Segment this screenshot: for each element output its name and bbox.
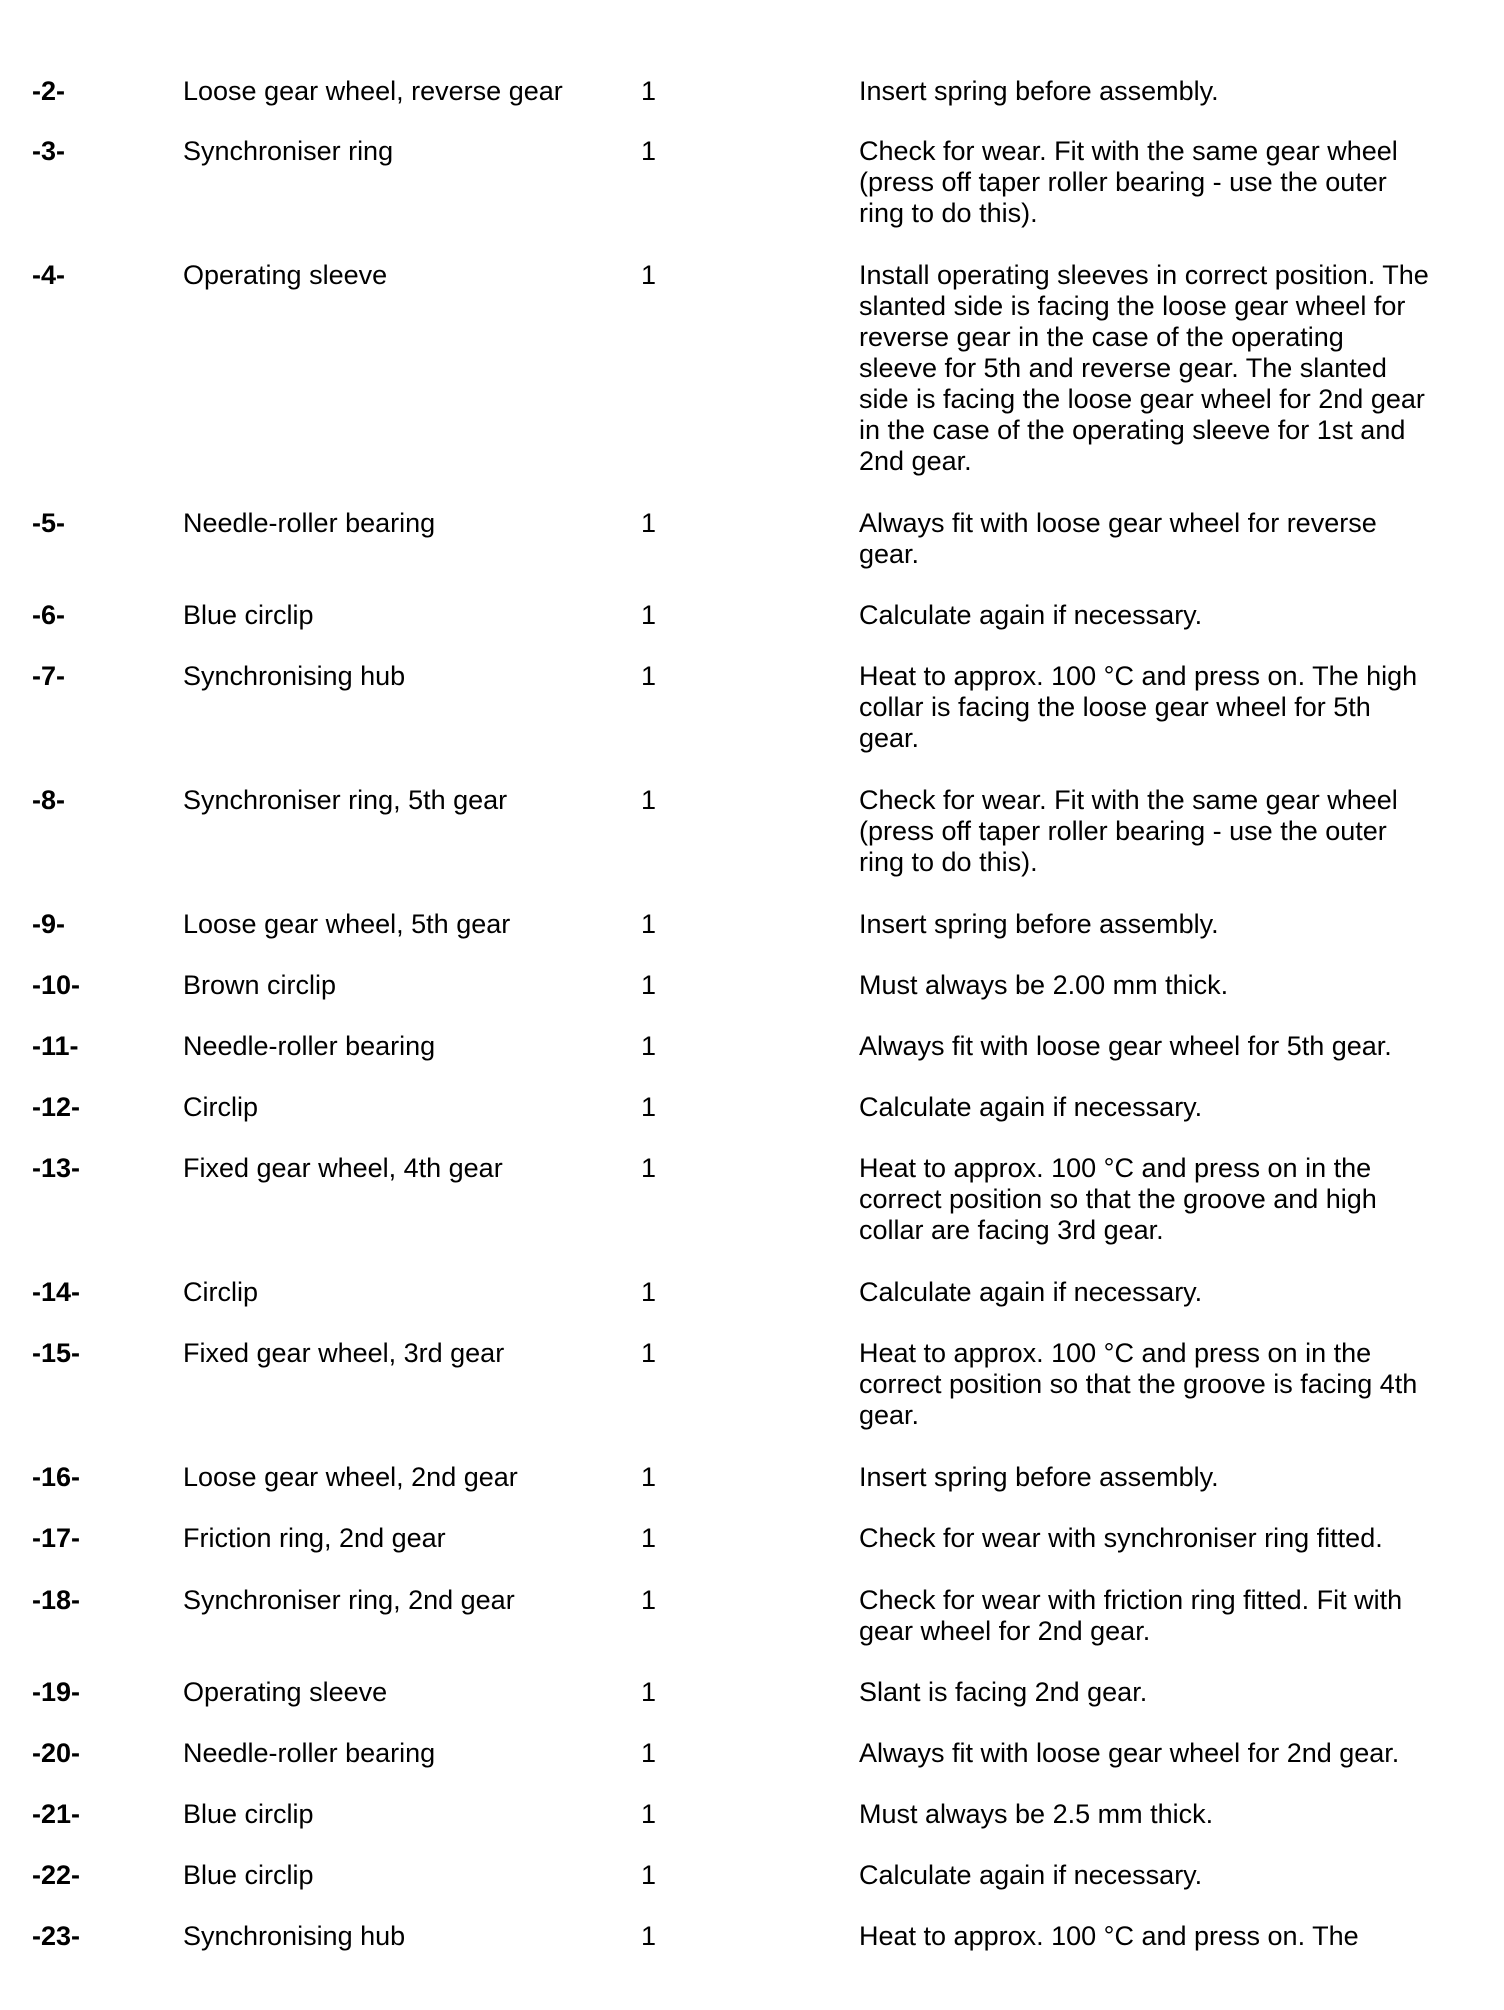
item-number: -3- bbox=[32, 136, 65, 166]
item-number: -22- bbox=[32, 1860, 81, 1890]
item-quantity: 1 bbox=[641, 1585, 657, 1615]
item-number: -23- bbox=[32, 1921, 81, 1951]
item-quantity: 1 bbox=[641, 136, 657, 166]
item-description: Loose gear wheel, 2nd gear bbox=[183, 1462, 518, 1492]
item-quantity: 1 bbox=[641, 1092, 657, 1122]
item-note: Heat to approx. 100 °C and press on in the correct position so that the groove and high collar are facing 3rd gear. bbox=[859, 1153, 1377, 1245]
item-description: Needle-roller bearing bbox=[183, 1738, 436, 1768]
table-row bbox=[32, 661, 1452, 754]
item-quantity: 1 bbox=[641, 1799, 657, 1829]
item-number: -11- bbox=[32, 1031, 79, 1061]
item-note: Calculate again if necessary. bbox=[859, 600, 1203, 630]
table-row bbox=[32, 1799, 1452, 1830]
item-number: -4- bbox=[32, 260, 65, 290]
item-quantity: 1 bbox=[641, 970, 657, 1000]
item-quantity: 1 bbox=[641, 260, 657, 290]
item-number: -20- bbox=[32, 1738, 81, 1768]
table-row bbox=[32, 1092, 1452, 1123]
item-number: -19- bbox=[32, 1677, 81, 1707]
item-number: -10- bbox=[32, 970, 81, 1000]
item-note: Always fit with loose gear wheel for reverse gear. bbox=[859, 508, 1377, 569]
item-quantity: 1 bbox=[641, 508, 657, 538]
item-description: Loose gear wheel, reverse gear bbox=[183, 76, 563, 106]
item-description: Friction ring, 2nd gear bbox=[183, 1523, 446, 1553]
item-quantity: 1 bbox=[641, 1338, 657, 1368]
item-note: Check for wear. Fit with the same gear wheel (press off taper roller bearing - use the outer ring to do this). bbox=[859, 136, 1398, 228]
table-row bbox=[32, 909, 1452, 940]
item-quantity: 1 bbox=[641, 1462, 657, 1492]
item-quantity: 1 bbox=[641, 1031, 657, 1061]
item-number: -13- bbox=[32, 1153, 81, 1183]
item-number: -18- bbox=[32, 1585, 81, 1615]
item-quantity: 1 bbox=[641, 1153, 657, 1183]
item-description: Circlip bbox=[183, 1092, 259, 1122]
item-note: Calculate again if necessary. bbox=[859, 1277, 1203, 1307]
item-description: Blue circlip bbox=[183, 1860, 314, 1890]
table-row bbox=[32, 1031, 1452, 1062]
item-note: Slant is facing 2nd gear. bbox=[859, 1677, 1148, 1707]
table-row bbox=[32, 1338, 1452, 1431]
table-row bbox=[32, 508, 1452, 570]
item-number: -2- bbox=[32, 76, 65, 106]
item-number: -8- bbox=[32, 785, 65, 815]
item-quantity: 1 bbox=[641, 909, 657, 939]
item-description: Operating sleeve bbox=[183, 1677, 388, 1707]
table-row bbox=[32, 1462, 1452, 1493]
item-number: -9- bbox=[32, 909, 65, 939]
item-quantity: 1 bbox=[641, 1677, 657, 1707]
item-number: -7- bbox=[32, 661, 65, 691]
item-note: Always fit with loose gear wheel for 5th gear. bbox=[859, 1031, 1392, 1061]
item-number: -21- bbox=[32, 1799, 81, 1829]
item-number: -15- bbox=[32, 1338, 81, 1368]
table-row bbox=[32, 1277, 1452, 1308]
item-note: Heat to approx. 100 °C and press on. The high collar is facing the loose gear wheel for 5th gear. bbox=[859, 661, 1418, 753]
item-quantity: 1 bbox=[641, 76, 657, 106]
item-note: Must always be 2.00 mm thick. bbox=[859, 970, 1229, 1000]
item-note: Insert spring before assembly. bbox=[859, 76, 1219, 106]
item-description: Synchronising hub bbox=[183, 1921, 406, 1951]
item-note: Calculate again if necessary. bbox=[859, 1092, 1203, 1122]
item-description: Circlip bbox=[183, 1277, 259, 1307]
item-quantity: 1 bbox=[641, 661, 657, 691]
item-quantity: 1 bbox=[641, 1921, 657, 1951]
item-quantity: 1 bbox=[641, 600, 657, 630]
item-number: -14- bbox=[32, 1277, 81, 1307]
table-row bbox=[32, 76, 1452, 107]
item-quantity: 1 bbox=[641, 785, 657, 815]
item-note: Check for wear with friction ring fitted. Fit with gear wheel for 2nd gear. bbox=[859, 1585, 1403, 1646]
item-description: Needle-roller bearing bbox=[183, 1031, 436, 1061]
table-row bbox=[32, 1585, 1452, 1647]
item-description: Fixed gear wheel, 4th gear bbox=[183, 1153, 503, 1183]
item-description: Loose gear wheel, 5th gear bbox=[183, 909, 511, 939]
item-note: Always fit with loose gear wheel for 2nd gear. bbox=[859, 1738, 1400, 1768]
item-description: Synchroniser ring bbox=[183, 136, 394, 166]
item-description: Operating sleeve bbox=[183, 260, 388, 290]
item-quantity: 1 bbox=[641, 1860, 657, 1890]
item-number: -16- bbox=[32, 1462, 81, 1492]
item-description: Blue circlip bbox=[183, 600, 314, 630]
table-row bbox=[32, 1921, 1452, 1952]
table-row bbox=[32, 1523, 1452, 1554]
item-number: -6- bbox=[32, 600, 65, 630]
parts-table bbox=[32, 76, 1452, 1982]
item-note: Heat to approx. 100 °C and press on. The bbox=[859, 1921, 1359, 1951]
item-description: Brown circlip bbox=[183, 970, 337, 1000]
item-note: Insert spring before assembly. bbox=[859, 1462, 1219, 1492]
item-description: Synchronising hub bbox=[183, 661, 406, 691]
item-note: Heat to approx. 100 °C and press on in the correct position so that the groove is facing 4th gear. bbox=[859, 1338, 1418, 1430]
item-description: Synchroniser ring, 5th gear bbox=[183, 785, 508, 815]
item-description: Blue circlip bbox=[183, 1799, 314, 1829]
item-description: Synchroniser ring, 2nd gear bbox=[183, 1585, 515, 1615]
item-note: Install operating sleeves in correct position. The slanted side is facing the loose gear wheel for reverse gear in the case of the operating sleeve for 5th and reverse gear. The slanted side is facing the loose gear wheel for 2nd gear in the case of the operating sleeve for 1st and 2nd gear. bbox=[859, 260, 1429, 476]
item-number: -17- bbox=[32, 1523, 81, 1553]
table-row bbox=[32, 785, 1452, 878]
table-row bbox=[32, 1860, 1452, 1891]
item-note: Must always be 2.5 mm thick. bbox=[859, 1799, 1214, 1829]
item-note: Calculate again if necessary. bbox=[859, 1860, 1203, 1890]
table-row bbox=[32, 1738, 1452, 1769]
item-quantity: 1 bbox=[641, 1738, 657, 1768]
table-row bbox=[32, 970, 1452, 1001]
item-description: Fixed gear wheel, 3rd gear bbox=[183, 1338, 505, 1368]
table-row bbox=[32, 260, 1452, 477]
item-note: Check for wear with synchroniser ring fitted. bbox=[859, 1523, 1383, 1553]
item-quantity: 1 bbox=[641, 1523, 657, 1553]
item-description: Needle-roller bearing bbox=[183, 508, 436, 538]
item-note: Check for wear. Fit with the same gear wheel (press off taper roller bearing - use the outer ring to do this). bbox=[859, 785, 1398, 877]
table-row bbox=[32, 1153, 1452, 1246]
table-row bbox=[32, 600, 1452, 631]
item-number: -12- bbox=[32, 1092, 81, 1122]
table-row bbox=[32, 136, 1452, 229]
item-quantity: 1 bbox=[641, 1277, 657, 1307]
table-row bbox=[32, 1677, 1452, 1708]
item-note: Insert spring before assembly. bbox=[859, 909, 1219, 939]
item-number: -5- bbox=[32, 508, 65, 538]
